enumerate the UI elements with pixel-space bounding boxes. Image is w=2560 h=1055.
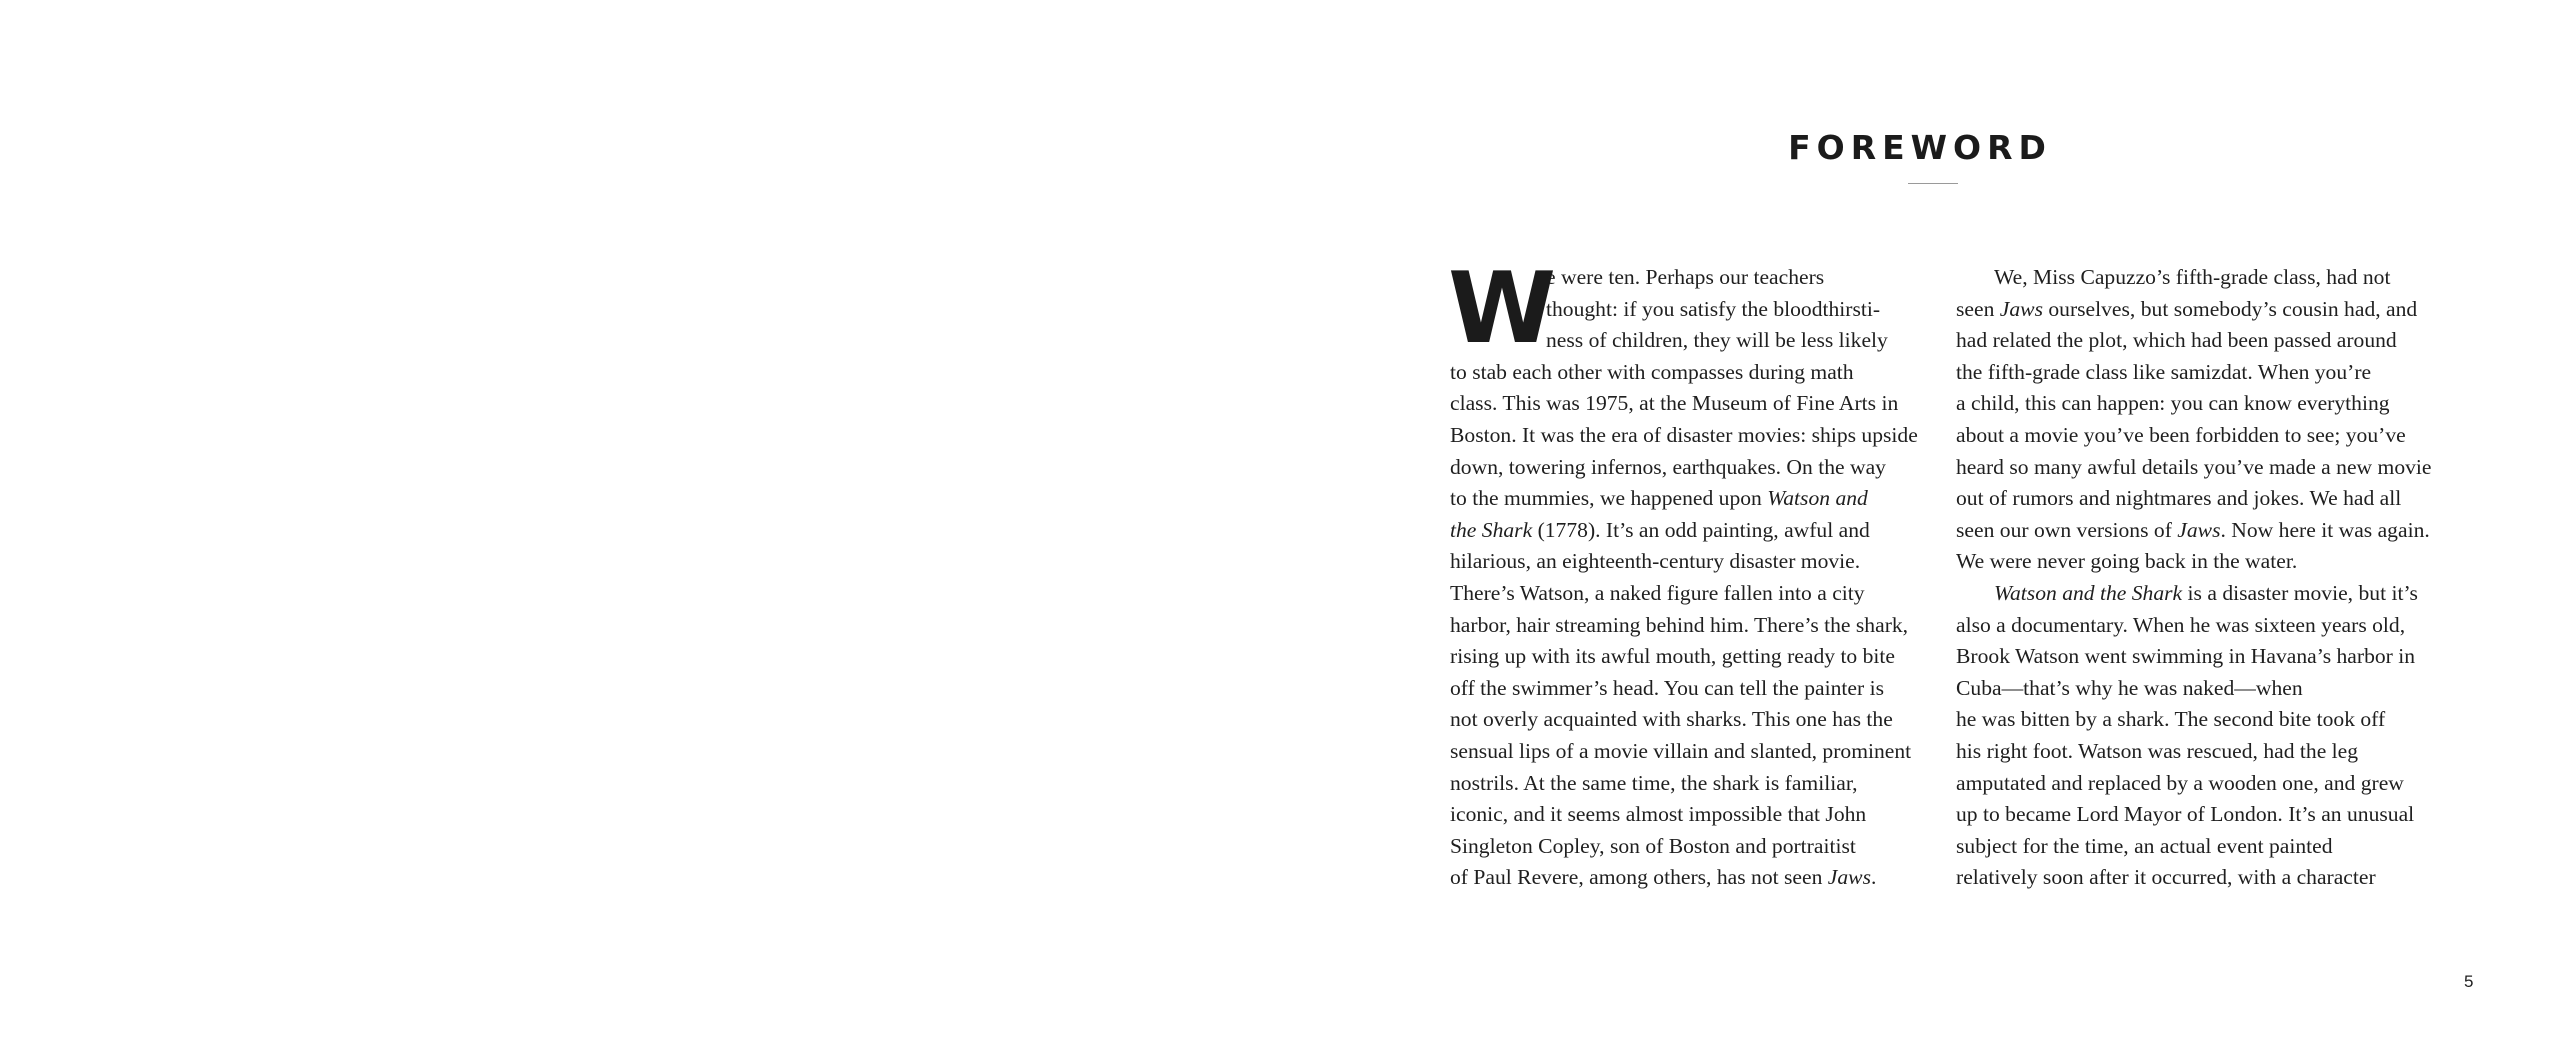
text-line	[1450, 515, 1920, 547]
text-run: a child, this can happen: you can know everything	[1956, 391, 2390, 416]
text-run: We were never going back in the water.	[1956, 549, 2298, 574]
text-run: relatively soon after it occurred, with a character	[1956, 865, 2376, 890]
text-run: amputated and replaced by a wooden one, and grew	[1956, 770, 2404, 795]
text-run: off the swimmer’s head. You can tell the painter is	[1450, 675, 1884, 700]
text-line	[1450, 452, 1920, 484]
text-run: subject for the time, an actual event painted	[1956, 833, 2333, 858]
text-run: to stab each other with compasses during math	[1450, 359, 1854, 384]
text-run: about a movie you’ve been forbidden to see; you’ve	[1956, 422, 2406, 447]
text-run: heard so many awful details you’ve made a new movie	[1956, 454, 2432, 479]
text-line	[1450, 831, 1920, 863]
text-run: the fifth-grade class like samizdat. When you’re	[1956, 359, 2372, 384]
text-run: not overly acquainted with sharks. This one has the	[1450, 707, 1893, 732]
text-line	[1956, 546, 2426, 578]
text-line	[1956, 673, 2426, 705]
text-run: (1778). It’s an odd painting, awful and	[1532, 517, 1870, 542]
text-line	[1450, 483, 1920, 515]
italic-title: Jaws	[1827, 865, 1871, 890]
text-line	[1450, 704, 1920, 736]
text-run: Brook Watson went swimming in Havana’s harbor in	[1956, 644, 2416, 669]
text-run: also a documentary. When he was sixteen years old,	[1956, 612, 2406, 637]
text-run: iconic, and it seems almost impossible that John	[1450, 802, 1867, 827]
text-run: .	[1870, 865, 1877, 890]
text-run: hilarious, an eighteenth-century disaster movie.	[1450, 549, 1861, 574]
text-line	[1450, 578, 1920, 610]
text-line	[1450, 736, 1920, 768]
text-line	[1956, 736, 2426, 768]
text-run: of Paul Revere, among others, has not seen	[1450, 865, 1828, 890]
text-run: seen our own versions of	[1956, 517, 2178, 542]
text-line	[1956, 388, 2426, 420]
italic-title: Watson and	[1767, 486, 1868, 511]
text-run: Cuba—that’s why he was naked—when	[1956, 675, 2303, 700]
text-line	[1956, 452, 2432, 484]
text-run: We, Miss Capuzzo’s fifth-grade class, had not	[1994, 265, 2391, 289]
text-run: ourselves, but somebody’s cousin had, and	[2042, 296, 2418, 321]
text-line	[1450, 768, 1920, 800]
text-line	[1956, 862, 2426, 894]
text-column-right	[1956, 262, 2432, 894]
text-line	[1956, 357, 2426, 389]
text-run: his right foot. Watson was rescued, had the leg	[1956, 738, 2359, 763]
text-line	[1956, 578, 2426, 610]
text-line	[1450, 420, 1920, 452]
text-line	[1450, 388, 1920, 420]
text-run: harbor, hair streaming behind him. There’s the shark,	[1450, 612, 1909, 637]
text-run: is a disaster movie, but it’s	[2182, 580, 2418, 605]
text-line	[1956, 768, 2426, 800]
italic-title: Jaws	[1999, 296, 2043, 321]
text-line	[1450, 546, 1920, 578]
text-run: seen	[1956, 296, 2000, 321]
text-run: up to became Lord Mayor of London. It’s an unusual	[1956, 802, 2415, 827]
drop-cap: W	[1448, 252, 1557, 366]
text-line	[1450, 799, 1920, 831]
text-run: Singleton Copley, son of Boston and portraitist	[1450, 833, 1856, 858]
text-line	[1956, 515, 2430, 547]
text-line	[1956, 610, 2426, 642]
text-run: out of rumors and nightmares and jokes. We had all	[1956, 486, 2402, 511]
text-run: rising up with its awful mouth, getting ready to bite	[1450, 644, 1896, 669]
text-line	[1450, 862, 1920, 894]
text-column-left	[1448, 252, 1920, 894]
text-run: had related the plot, which had been passed around	[1956, 328, 2397, 353]
page-number: 5	[2464, 972, 2474, 991]
text-line	[1956, 831, 2426, 863]
text-run: . Now here it was again.	[2220, 517, 2430, 542]
text-run: e were ten. Perhaps our teachers	[1546, 265, 1825, 289]
italic-title: Jaws	[2177, 517, 2221, 542]
text-line	[1956, 704, 2426, 736]
text-line	[1956, 641, 2426, 673]
text-run: thought: if you satisfy the bloodthirsti-	[1546, 296, 1881, 321]
italic-title: Watson and the Shark	[1994, 580, 2183, 605]
text-run: There’s Watson, a naked figure fallen into a city	[1450, 580, 1865, 605]
text-line	[1956, 483, 2426, 515]
text-run: he was bitten by a shark. The second bite took off	[1956, 707, 2386, 732]
text-run: to the mummies, we happened upon	[1450, 486, 1768, 511]
text-line	[1956, 262, 2426, 294]
chapter-heading: FOREWORD	[1788, 128, 2052, 167]
text-line	[1956, 325, 2426, 357]
heading-divider	[1908, 183, 1958, 184]
text-line	[1450, 673, 1920, 705]
italic-title: the Shark	[1450, 517, 1533, 542]
text-run: class. This was 1975, at the Museum of Fine Arts in	[1450, 391, 1899, 416]
text-line	[1450, 641, 1920, 673]
text-line	[1956, 799, 2426, 831]
text-line	[1956, 294, 2426, 326]
text-run: Boston. It was the era of disaster movies: ships upside	[1450, 422, 1918, 447]
text-run: nostrils. At the same time, the shark is familiar,	[1450, 770, 1858, 795]
text-run: sensual lips of a movie villain and slanted, prominent	[1450, 738, 1912, 763]
text-run: down, towering infernos, earthquakes. On the way	[1450, 454, 1886, 479]
text-line	[1956, 420, 2426, 452]
text-run: ness of children, they will be less likely	[1546, 328, 1888, 353]
text-line	[1450, 610, 1920, 642]
